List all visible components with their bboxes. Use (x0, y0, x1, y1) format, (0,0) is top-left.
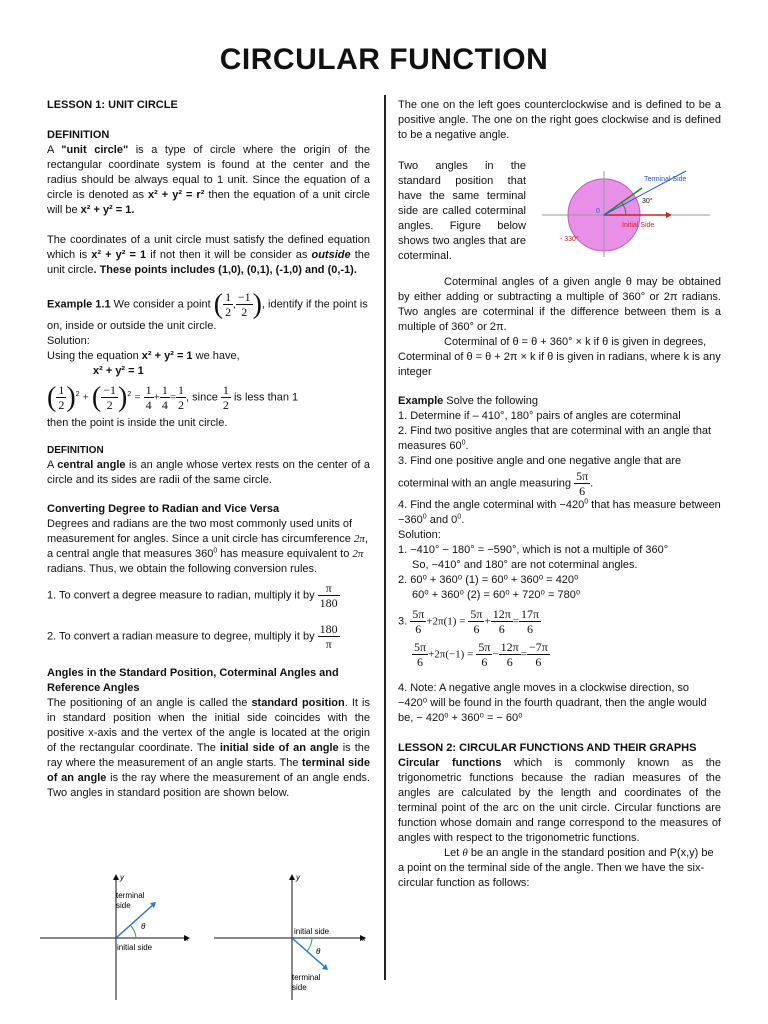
positive-angle-figure (38, 872, 198, 1004)
let-theta-paragraph: Let θ be an angle in the standard position and P(x,y) be a point on the terminal side of the angle. Then we have the six-circular function as follows: (398, 847, 714, 889)
example-1-1: Example 1.1 We consider a point ( $\frac{1}{2}$ , $\frac{-1}{2}$ ), identify if the point is on, inside or outside the unit circle. (47, 289, 368, 332)
definition-label: DEFINITION (47, 129, 110, 141)
rule-2: 2. To convert a radian measure to degree, multiply it by $\frac{180}{\pi}$ (47, 622, 338, 651)
coterminal-intro: Two angles in the standard position that have the same terminal side are called coterminal angles. Figure below shows two angles that are coterminal. (398, 160, 526, 262)
terminal-label: terminal (116, 891, 145, 900)
theta-label: θ (141, 922, 146, 931)
convert-paragraph: Degrees and radians are the two most commonly used units of measurement for angles. Since a unit circle has circumference 2π, a central angle that measures $360^0$ has measure equivalent to 2π radians. Thus, we obtain the following conversion rules. (47, 518, 368, 575)
rule-1: 1. To convert a degree measure to radian, multiply it by $\frac{\pi}{180}$ (47, 581, 338, 610)
central-angle-definition: A central angle is an angle whose vertex rests on the center of a circle and its sides are radii of the same circle. (47, 459, 370, 486)
deg30-label: 30° (642, 198, 653, 205)
right-column (398, 98, 721, 891)
answer-4: 4. Note: A negative angle moves in a clockwise direction, so −420⁰ will be found in the fourth quadrant, then the angle would be, − 420⁰ + 360⁰ = − 60⁰ (398, 682, 707, 724)
example-conclusion: then the point is inside the unit circle. (47, 417, 228, 429)
left-column (47, 98, 370, 801)
question-1: 1. Determine if – 410°, 180° pairs of angles are coterminal (398, 410, 681, 422)
using-equation: Using the equation x² + y² = 1 we have, (47, 350, 240, 362)
terminal-label: terminal (292, 973, 321, 982)
answer-2a: 2. 60⁰ + 360⁰ (1) = 60⁰ + 360⁰ = 420⁰ (398, 574, 579, 586)
convert-heading: Converting Degree to Radian and Vice Versa (47, 503, 280, 515)
example-heading: Example Solve the following (398, 395, 539, 407)
angles-heading: Angles in the Standard Position, Coterminal Angles and Reference Angles (47, 667, 339, 694)
answer-2b: 60⁰ + 360⁰ (2) = 60⁰ + 720⁰ = 780⁰ (412, 589, 581, 601)
coterminal-formula: Coterminal of θ = θ + 360° × k if θ is given in degrees, Coterminal of θ = θ + 2π × k if θ is given in radians, where k is any integer (398, 336, 721, 378)
lesson1-heading: LESSON 1: UNIT CIRCLE (47, 99, 178, 111)
coterminal-paragraph: Coterminal angles of a given angle θ may be obtained by either adding or subtracting a multiple of 360° or 2π radians. Two angles are coterminal if the difference between them is a multiple of 360° or 2π. (398, 276, 721, 333)
terminal-side-label: Terminal Side (644, 176, 687, 183)
initial-side-label: initial side (117, 943, 153, 952)
question-4: 4. Find the angle coterminal with $-420^0$ that has measure between $-360^0$ and $0^0$. (398, 498, 721, 526)
question-3: 3. Find one positive angle and one negative angle that are coterminal with an angle measuring $\frac{5\pi}{6}$ . (398, 455, 682, 498)
question-2: 2. Find two positive angles that are coterminal with an angle that measures $60^0$. (398, 425, 712, 452)
answer-1b: So, −410° and 180° are not coterminal angles. (412, 559, 638, 571)
side-label: side (292, 983, 307, 992)
theta-label: θ (316, 947, 321, 956)
answer-3b: $\frac{5\pi}{6}$ +2π(−1) = $\frac{5\pi}{6}$ − $\frac{12\pi}{6}$ = $\frac{-7\pi}{6}$ (414, 640, 548, 669)
solution-label: Solution: (47, 335, 90, 347)
page-title: CIRCULAR FUNCTION (219, 43, 549, 76)
initial-side-label: initial side (294, 927, 330, 936)
origin-label: 0 (596, 208, 600, 215)
x-axis-label: x (362, 936, 366, 943)
initial-side-label: Initial Side (622, 222, 655, 229)
example-computation: ( $\frac{1}{2}$ )$^2$ + ( $\frac{-1}{2}$ )$^2$ = $\frac{1}{4}$ + $\frac{1}{4}$ = $\frac{1}{2}$ , since $\frac{1}{2}$ is less than 1 (47, 382, 299, 413)
coordinates-paragraph: The coordinates of a unit circle must satisfy the defined equation which is x² + y² = 1 if not then it will be consider as outside the unit circle. These points includes (1,0), (0,1), (-1,0) and (0,-1). (47, 234, 370, 276)
solution-label: Solution: (398, 529, 441, 541)
direction-paragraph: The one on the left goes counterclockwise and is defined to be a positive angle. The one on the right goes clockwise and is defined to be a negative angle. (398, 99, 721, 141)
unit-circle-definition: A "unit circle" is a type of circle where the origin of the rectangular coordinate system is found at the center and the radius should be always equal to 1 unit. Since the equation of a circle is denoted as x² + y² = r² then the equation of a unit circle will be x² + y² = 1. (47, 144, 371, 216)
circular-functions-paragraph: Circular functions which is commonly known as the trigonometric functions because the radian measures of the angles are calculated by the length and coordinates of the terminal point of the arc on the unit circle. Circular functions are function whose domain and range correspond to the measures of angles with respect to the trigonometric functions. (398, 757, 722, 844)
x-axis-label: x (185, 936, 189, 943)
coterminal-figure (542, 169, 714, 259)
answer-3a: 3. $\frac{5\pi}{6}$ +2π(1) = $\frac{5\pi}{6}$ + $\frac{12\pi}{6}$ = $\frac{17\pi}{6}$ (398, 607, 540, 636)
equation-line: x² + y² = 1 (93, 365, 144, 377)
answer-1a: 1. −410° − 180° = −590°, which is not a multiple of 360° (398, 544, 669, 556)
y-axis-label: y (296, 873, 300, 882)
side-label: side (116, 901, 131, 910)
standard-position-paragraph: The positioning of an angle is called the standard position. It is in standard position when the initial side coincides with the positive x-axis and the vertex of the angle is located at the origin of the rectangular coordinate. The initial side of an angle is the ray where the measurement of an angle starts. The terminal side of an angle is the ray where the measurement of an angle ends. Two angles in standard position are shown below. (47, 697, 370, 799)
negative-angle-figure (212, 872, 372, 1004)
y-axis-label: y (120, 873, 124, 882)
lesson2-heading: LESSON 2: CIRCULAR FUNCTIONS AND THEIR GRAPHS (398, 742, 697, 754)
definition-label-2: DEFINITION (47, 445, 104, 456)
column-divider (384, 95, 386, 980)
neg330-label: - 330° (560, 236, 579, 243)
